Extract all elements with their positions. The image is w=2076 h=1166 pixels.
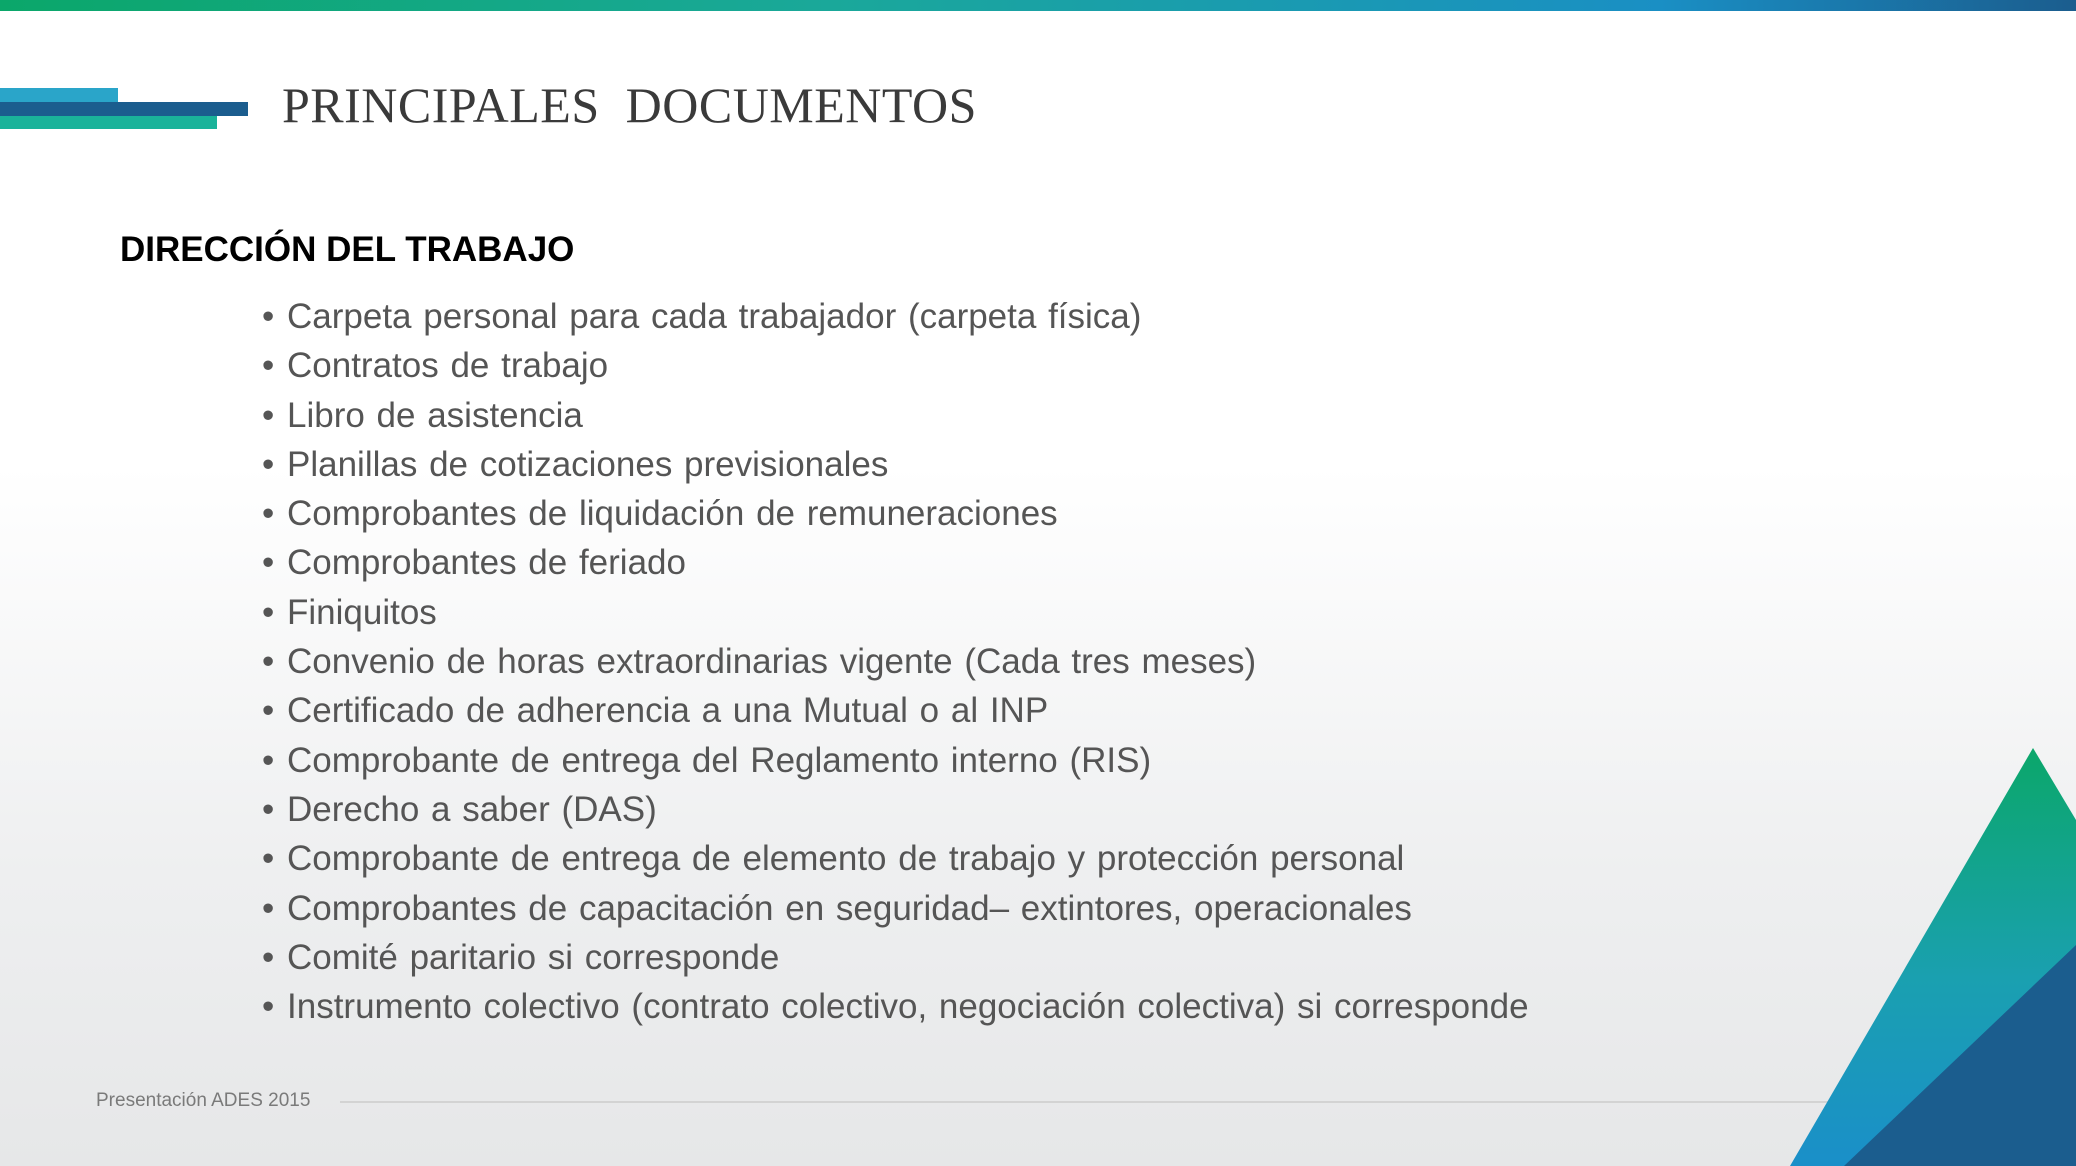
list-item — [262, 538, 1529, 587]
list-item — [262, 982, 1529, 1031]
footer-divider — [340, 1101, 1840, 1103]
slide-title: PRINCIPALES DOCUMENTOS — [282, 77, 977, 133]
list-item — [262, 686, 1529, 735]
list-item — [262, 637, 1529, 686]
bullet-icon: • — [262, 346, 275, 386]
list-item-text: Carpeta personal para cada trabajador (carpeta física) — [287, 297, 1142, 336]
list-item — [262, 736, 1529, 785]
accent-bar-teal — [0, 116, 217, 129]
list-item-text: Derecho a saber (DAS) — [287, 789, 657, 829]
list-item-text: Convenio de horas extraordinarias vigente (Cada tres meses) — [287, 642, 1257, 682]
top-gradient-bar — [0, 0, 2076, 11]
list-item — [262, 391, 1529, 440]
list-item-text: Comprobantes de capacitación en seguridad– extintores, operacionales — [287, 888, 1412, 928]
bullet-icon: • — [262, 740, 275, 780]
list-item — [262, 440, 1529, 489]
list-item — [262, 884, 1529, 933]
bullet-icon: • — [262, 592, 275, 632]
list-item — [262, 341, 1529, 390]
list-item-text: Certificado de adherencia a una Mutual o al INP — [287, 691, 1049, 731]
list-item-text: Comprobante de entrega de elemento de trabajo y protección personal — [287, 839, 1405, 879]
list-item — [262, 933, 1529, 982]
list-item-text: Comité paritario si corresponde — [287, 937, 780, 977]
list-item-text: Comprobantes de liquidación de remuneraciones — [287, 494, 1058, 534]
list-item — [262, 834, 1529, 883]
bullet-icon: • — [262, 789, 275, 829]
bullet-icon: • — [262, 494, 275, 534]
accent-bar-navy — [0, 102, 248, 116]
list-item-text: Contratos de trabajo — [287, 346, 609, 386]
bullet-icon: • — [262, 839, 275, 879]
list-item — [262, 489, 1529, 538]
list-item-text: Finiquitos — [287, 592, 437, 632]
bullet-icon: • — [262, 444, 275, 484]
bullet-icon: • — [262, 297, 275, 336]
list-item — [262, 292, 1529, 341]
accent-bar-light-blue — [0, 88, 118, 102]
list-item-text: Libro de asistencia — [287, 395, 583, 435]
bullet-icon: • — [262, 987, 275, 1027]
section-heading: DIRECCIÓN DEL TRABAJO — [120, 230, 575, 269]
bullet-icon: • — [262, 543, 275, 583]
footer-text: Presentación ADES 2015 — [96, 1090, 311, 1111]
bullet-icon: • — [262, 937, 275, 977]
bullet-icon: • — [262, 642, 275, 682]
document-list — [262, 292, 1529, 1031]
bullet-icon: • — [262, 888, 275, 928]
bullet-icon: • — [262, 395, 275, 435]
list-item — [262, 588, 1529, 637]
corner-triangle-decoration — [1790, 740, 2076, 1166]
list-item-text: Comprobante de entrega del Reglamento interno (RIS) — [287, 740, 1152, 780]
title-accent-bars — [0, 88, 260, 132]
list-item — [262, 785, 1529, 834]
list-item-text: Planillas de cotizaciones previsionales — [287, 444, 889, 484]
list-item-text: Instrumento colectivo (contrato colectivo, negociación colectiva) si corresponde — [287, 987, 1529, 1027]
bullet-icon: • — [262, 691, 275, 731]
list-item-text: Comprobantes de feriado — [287, 543, 686, 583]
